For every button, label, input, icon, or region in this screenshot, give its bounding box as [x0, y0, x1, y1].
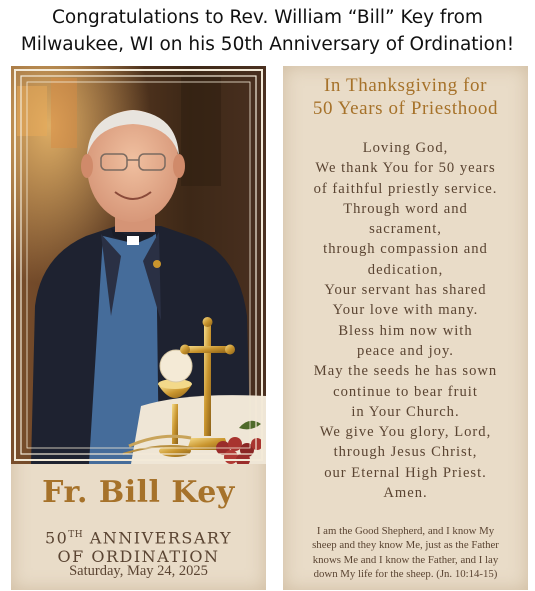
prayer-line: of faithful priestly service.: [313, 180, 498, 197]
title-line-2: 50 Years of Priesthood: [312, 98, 499, 119]
header-line-1: Congratulations to Rev. William “Bill” Key from: [52, 7, 483, 28]
verse-line: sheep and they know Me, just as the Father: [312, 539, 499, 552]
prayer-line: through compassion and: [323, 241, 488, 258]
anniversary-word: ANNIVERSARY: [89, 528, 233, 548]
prayer-line: Through word and: [343, 200, 468, 217]
ordination-label: OF ORDINATION: [57, 547, 220, 567]
memorial-card-front: [11, 66, 266, 590]
prayer-line: Bless him now with: [338, 322, 473, 339]
memorial-card-back: [283, 66, 528, 590]
prayer-line: sacrament,: [369, 221, 442, 238]
prayer-line: May the seeds he has sown: [313, 363, 498, 380]
prayer-line: We give You glory, Lord,: [319, 424, 492, 441]
prayer-line: in Your Church.: [351, 403, 460, 420]
scripture-verse: [289, 524, 522, 581]
prayer-line: Amen.: [383, 485, 428, 502]
priest-name: Fr. Bill Key: [42, 475, 235, 510]
verse-line: knows Me and I know the Father, and I lay: [312, 553, 499, 566]
priest-photo: [11, 66, 266, 464]
anniversary-suffix: TH: [68, 530, 84, 540]
prayer-line: Your servant has shared: [324, 282, 487, 299]
verse-line: down My life for the sheep. (Jn. 10:14-15): [313, 567, 498, 580]
prayer-line: Your love with many.: [332, 302, 479, 319]
prayer-line: peace and joy.: [357, 342, 454, 359]
prayer-line: We thank You for 50 years: [315, 160, 496, 177]
prayer-text: [283, 138, 528, 503]
anniversary-title: [11, 526, 266, 566]
congratulations-header: [0, 4, 535, 58]
anniversary-number: 50: [44, 528, 69, 548]
prayer-line: our Eternal High Priest.: [324, 464, 487, 481]
verse-line: I am the Good Shepherd, and I know My: [316, 525, 495, 537]
thanksgiving-title: [283, 74, 528, 120]
header-line-2: Milwaukee, WI on his 50th Anniversary of Ordination!: [20, 34, 515, 55]
celebration-date: Saturday, May 24, 2025: [69, 563, 208, 579]
prayer-line: continue to bear fruit: [333, 383, 478, 400]
title-line-1: In Thanksgiving for: [323, 75, 488, 96]
prayer-line: dedication,: [367, 261, 444, 278]
prayer-line: Loving God,: [362, 140, 449, 156]
prayer-line: through Jesus Christ,: [333, 444, 478, 461]
